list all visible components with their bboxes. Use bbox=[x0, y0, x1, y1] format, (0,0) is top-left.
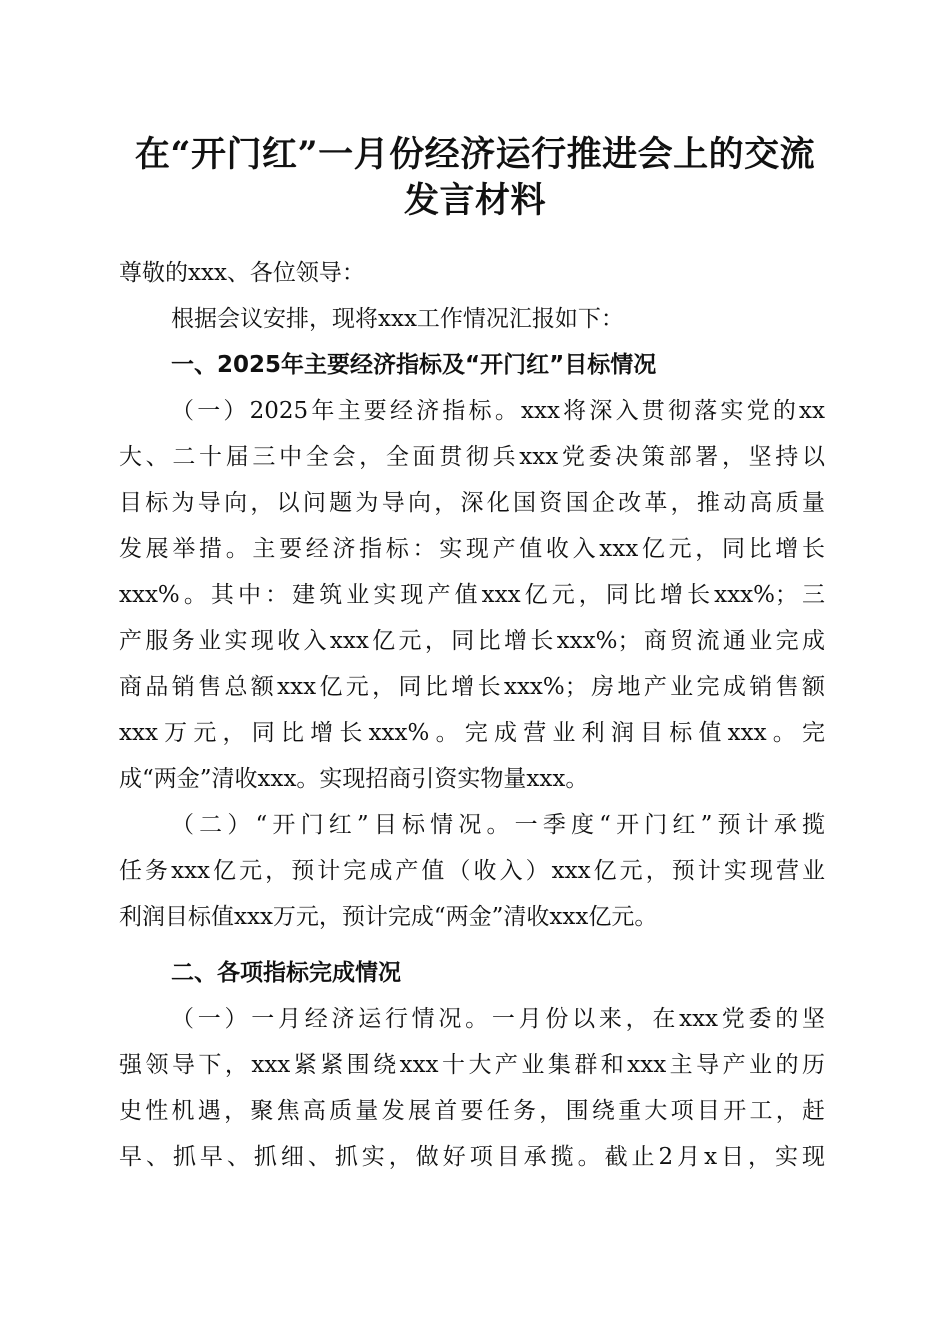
section-2-heading: 二、各项指标完成情况 bbox=[171, 960, 401, 986]
paragraph-line: 早、抓早、抓细、抓实，做好项目承揽。截止2月x日，实现 bbox=[119, 1144, 825, 1170]
paragraph-line: （一）2025年主要经济指标。xxx将深入贯彻落实党的xx bbox=[171, 398, 825, 424]
paragraph-line: 产服务业实现收入xxx亿元，同比增长xxx%；商贸流通业完成 bbox=[119, 628, 825, 654]
intro-paragraph: 根据会议安排，现将xxx工作情况汇报如下： bbox=[171, 306, 624, 332]
salutation: 尊敬的xxx、各位领导： bbox=[119, 260, 365, 286]
paragraph-line: 目标为导向，以问题为导向，深化国资国企改革，推动高质量 bbox=[119, 490, 825, 516]
paragraph-line: xxx%。其中：建筑业实现产值xxx亿元，同比增长xxx%；三 bbox=[119, 582, 825, 608]
document-title bbox=[110, 132, 840, 224]
paragraph-line: 商品销售总额xxx亿元，同比增长xxx%；房地产业完成销售额 bbox=[119, 674, 825, 700]
paragraph-line: 史性机遇，聚焦高质量发展首要任务，围绕重大项目开工，赶 bbox=[119, 1098, 825, 1124]
paragraph-line: 大、二十届三中全会，全面贯彻兵xxx党委决策部署，坚持以 bbox=[119, 444, 825, 470]
paragraph-line: （二）“开门红”目标情况。一季度“开门红”预计承揽 bbox=[171, 812, 825, 838]
paragraph-line: 利润目标值xxx万元，预计完成“两金”清收xxx亿元。 bbox=[119, 904, 658, 930]
section-1-paragraph-1 bbox=[119, 388, 825, 802]
title-line-2: 发言材料 bbox=[403, 180, 546, 221]
section-1-heading: 一、2025年主要经济指标及“开门红”目标情况 bbox=[171, 352, 657, 378]
paragraph-line: （一）一月经济运行情况。一月份以来，在xxx党委的坚 bbox=[171, 1006, 825, 1032]
paragraph-line: xxx万元，同比增长xxx%。完成营业利润目标值xxx。完 bbox=[119, 720, 825, 746]
paragraph-line: 强领导下，xxx紧紧围绕xxx十大产业集群和xxx主导产业的历 bbox=[119, 1052, 825, 1078]
paragraph-line: 发展举措。主要经济指标：实现产值收入xxx亿元，同比增长 bbox=[119, 536, 825, 562]
title-line-1: 在“开门红”一月份经济运行推进会上的交流 bbox=[134, 134, 816, 175]
section-1-paragraph-2 bbox=[119, 802, 825, 940]
paragraph-line: 成“两金”清收xxx。实现招商引资实物量xxx。 bbox=[119, 766, 589, 792]
paragraph-line: 任务xxx亿元，预计完成产值（收入）xxx亿元，预计实现营业 bbox=[119, 858, 825, 884]
document-body bbox=[119, 250, 825, 1180]
section-2-paragraph-1 bbox=[119, 996, 825, 1180]
